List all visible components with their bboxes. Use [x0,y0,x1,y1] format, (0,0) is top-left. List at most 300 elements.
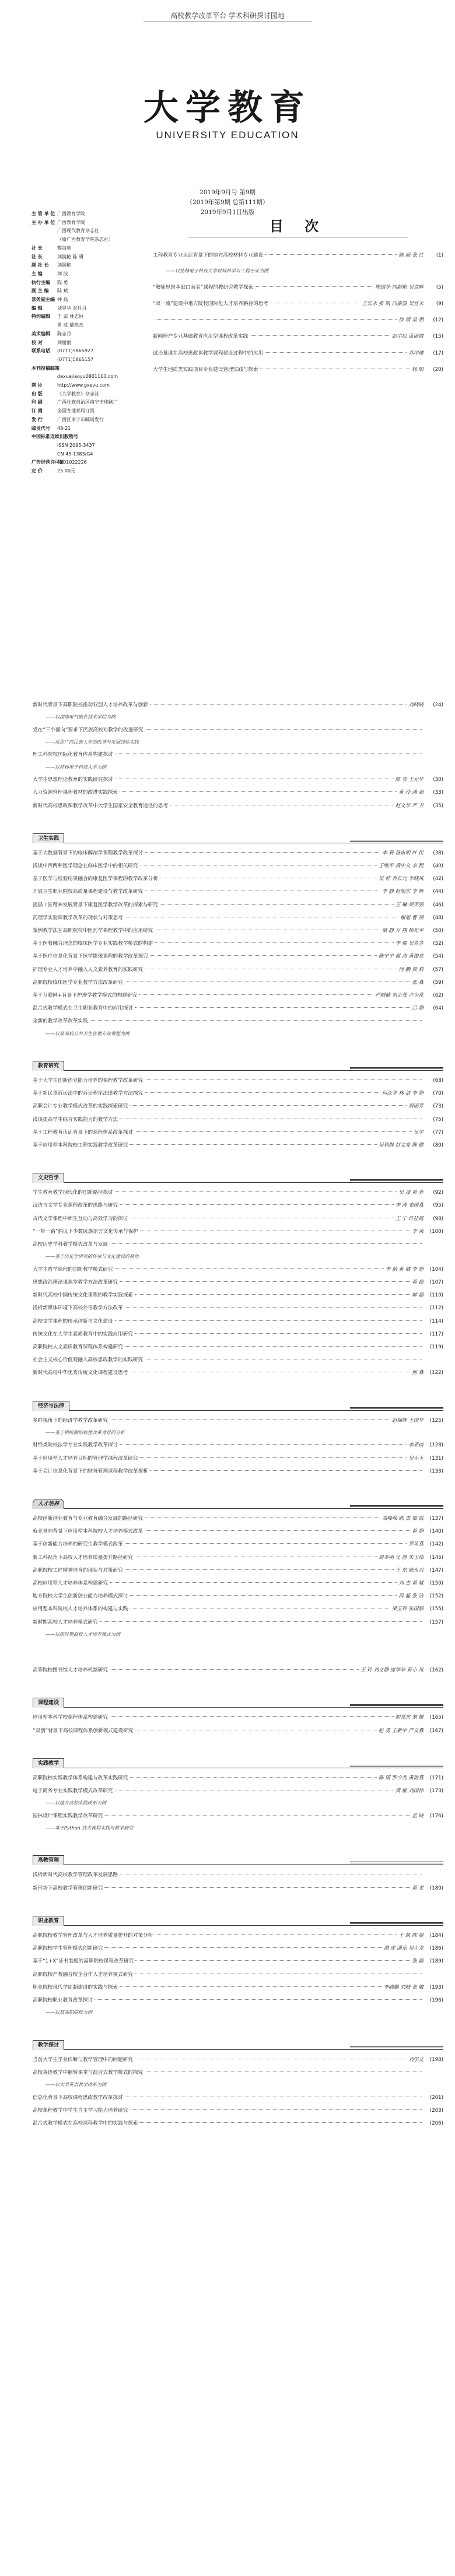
article-authors: 黄 雯 [412,1885,424,1891]
page-number: (119) [429,1344,443,1351]
page-number: (155) [429,1606,443,1613]
page-number: (186) [429,1946,443,1952]
leader-dots [155,1934,397,1935]
leader-dots [130,1595,397,1596]
spacer [153,358,443,366]
masthead-value: 广西教育学院 [57,219,85,225]
article-authors: 李 静 赵旭东 李 辉 [382,889,424,895]
article-title: 高职院校教学管理改革与人才培养质量提升的对策分析 [33,1932,153,1939]
section-banner [33,1401,443,1411]
section-banner [33,1173,443,1183]
page-number: (140) [429,1529,443,1535]
toc-section [33,1499,443,1653]
leader-dots [135,1333,422,1334]
spacer [33,2089,443,2094]
article-entry[interactable] [33,875,443,883]
article-subtitle: ——以桂林电子科技大学为例 [46,764,106,770]
article-entry[interactable] [33,1467,443,1475]
article-entry[interactable] [33,1356,443,1364]
page-number: (125) [429,1417,443,1424]
spacer [33,1674,443,1679]
leader-dots [130,1105,407,1106]
article-title: 新时期高校人才培养模式研究 [33,1619,98,1625]
masthead-key [32,236,57,244]
section-banner [33,833,443,843]
article-authors: 王 琳 梁英强 [395,902,424,908]
article-entry[interactable] [33,1116,443,1124]
masthead-row [32,390,142,399]
article-title: 园林设计课程实践教学改革研究 [33,1813,103,1819]
article-entry[interactable] [33,1441,443,1449]
article-title: 高校文学课程的传承创新与文化建设 [33,1318,113,1324]
article-title: 应用型本科学校课程体系构建研究 [33,1715,108,1721]
article-entry[interactable] [33,849,443,857]
page-number: (196) [429,1997,443,2003]
page-number: (152) [429,1593,443,1600]
article-entry[interactable] [33,1278,443,1287]
masthead-value: 刘润艳 [57,262,71,268]
article-entry[interactable] [33,701,443,709]
article-authors: 李 荣 [412,1228,424,1235]
spacer [33,1979,443,1983]
masthead-key [32,321,57,330]
article-entry[interactable] [33,1343,443,1351]
article-entry[interactable] [33,1240,443,1249]
article-entry[interactable] [33,1369,443,1377]
article-entry[interactable] [33,966,443,974]
spacer [33,883,443,888]
article-entry[interactable] [153,366,443,374]
article-title: 高职院校学生管理模式创新研究 [33,1946,103,1952]
article-entry[interactable] [33,2069,443,2077]
article-entry[interactable] [33,1189,443,1197]
article-title: 基于工程教育认证背景下的课程体系改革探讨 [33,1129,133,1135]
masthead-value: 48-21 [57,425,71,431]
article-title: 全新的教学改革改革实践 [33,1018,88,1025]
article-authors: 梁玉玲 张国强 [391,1606,424,1613]
leader-dots [139,2122,422,2123]
article-title: 高校应用型人才培养体系构建研究 [33,1580,108,1586]
leader-dots [135,1131,412,1132]
page-number: (157) [429,1619,443,1625]
leader-dots [145,1092,380,1093]
leader-dots [150,704,407,705]
masthead-row [32,210,142,219]
leader-dots [139,994,373,995]
article-authors: 刘学文 [408,2056,424,2063]
article-title: 古代文学课程中师生互动与高效学习的探讨 [33,1215,128,1222]
masthead-key: 联系电话 [32,348,50,354]
spacer [33,1653,443,1666]
masthead-key: 校 对 [32,339,43,345]
article-entry[interactable] [33,927,443,935]
masthead-key: 发 行 [32,416,43,422]
banner-rule [350,840,443,842]
leader-dots [110,1716,394,1717]
article-entry[interactable] [33,802,443,810]
masthead-value [57,433,142,441]
spacer [33,1026,443,1031]
article-entry[interactable] [33,1417,443,1425]
article-entry[interactable] [33,1871,443,1879]
article-entry[interactable] [153,332,443,341]
article-entry[interactable] [33,979,443,987]
leader-dots [255,286,373,287]
article-entry[interactable] [33,888,443,896]
banner-rule [350,1505,443,1507]
page-number: (100) [429,1228,443,1235]
article-entry[interactable] [33,1787,443,1795]
article-authors: 王 玲 刘文静 庞华华 黄小 凤 [360,1667,424,1674]
spacer [153,260,443,268]
banner-rule [350,1179,443,1181]
article-title: 理工科院校国际化教育体系构建探讨 [33,752,113,758]
article-authors: 陈国华 向超艳 吴首辉 [375,284,424,290]
spacer [33,1326,443,1330]
article-entry[interactable] [153,300,443,308]
masthead-key: 编 辑 [32,305,43,311]
page-number: (24) [433,702,443,708]
masthead-key: 美术编辑 [32,331,50,337]
spacer [33,1832,443,1837]
article-authors: 严晓楠 刘正茂 卢少花 [375,992,424,998]
spacer [33,1795,443,1800]
article-entry[interactable] [33,1089,443,1098]
article-entry[interactable] [33,1996,443,2004]
article-title: 高校英语教学中翻转课堂与混合式教学模式的探究 [33,2069,144,2076]
article-entry[interactable] [33,1004,443,1012]
banner-rule [350,1765,443,1767]
article-authors: 徐 靖 吴 湘 [398,317,424,324]
spacer [33,1249,443,1253]
article-entry[interactable] [33,862,443,870]
article-entry[interactable] [33,788,443,797]
leader-dots [265,254,397,255]
article-title: 当前大学生学业诊断与教学管理中的问题研究 [33,2056,133,2063]
banner-rule [350,1407,443,1409]
page-number: (104) [429,1266,443,1273]
spacer [33,1378,443,1382]
article-authors: 孟 晓 [412,1813,424,1819]
leader-dots [145,729,422,730]
article-entry[interactable] [33,1566,443,1575]
article-entry[interactable] [33,1515,443,1523]
article-authors: 谢旭 曹 瑛 [400,914,424,921]
article-authors: 王宏永 张 凯 向嘉骏 吴宜永 [362,300,424,307]
masthead-value: ISSN 2095-3437 [57,442,95,448]
toc-intro-list [153,251,443,382]
article-entry[interactable] [33,1932,443,1940]
article-entry[interactable] [33,2119,443,2128]
leader-dots [145,1517,380,1518]
article-entry[interactable] [33,1077,443,1085]
spacer [33,688,443,701]
page-number: (173) [429,1788,443,1795]
logo-chinese: 大学教育 [144,87,312,128]
masthead-value: 25.00元 [57,468,75,474]
article-entry[interactable] [153,349,443,358]
section-banner [33,1916,443,1926]
page-number: (167) [429,1727,443,1734]
leader-dots [160,904,394,905]
article-entry[interactable] [33,991,443,1000]
article-entry[interactable] [33,1605,443,1613]
section-heading: 文史哲学 [33,1173,64,1183]
article-entry[interactable] [33,940,443,948]
leader-dots [150,1470,422,1471]
spacer [33,1111,443,1116]
page-number: (50) [433,927,443,934]
leader-dots [120,1204,393,1205]
section-banner [33,1855,443,1865]
article-authors: 苏坪球 [408,350,424,356]
leader-dots [115,1268,384,1269]
article-entry[interactable] [33,1884,443,1892]
article-entry[interactable] [153,283,443,292]
section-heading: 课程建设 [33,1698,64,1708]
article-entry[interactable] [33,1228,443,1236]
leader-dots [250,335,390,336]
masthead-row [32,416,142,425]
article-entry[interactable] [33,1774,443,1782]
article-entry[interactable] [33,1102,443,1110]
spacer [33,1740,443,1750]
spacer [33,1042,443,1053]
article-authors: 谭 虎 潘乐 吴小龙 [383,1946,424,1952]
spacer [33,1782,443,1787]
spacer [33,974,443,979]
page-number: (75) [433,1116,443,1123]
article-entry[interactable] [33,952,443,961]
spacer [33,2115,443,2119]
spacer [33,1313,443,1317]
page-number: (122) [429,1370,443,1376]
masthead-key: 副 主 编 [32,288,49,294]
page-number: (57) [433,966,443,973]
spacer [153,275,443,283]
article-entry[interactable] [33,914,443,922]
article-title: 浅析新时代高校教学管理改革发展思路 [33,1872,118,1878]
masthead-value: 黄 蓝 戴艳杰 [57,323,84,328]
article-title: 社会主义核心价值观融入高校思政教学的实践研究 [33,1357,144,1364]
article-entry[interactable] [33,1291,443,1299]
masthead-key: 本刊投稿邮箱 [32,365,60,371]
spacer [33,1154,443,1165]
article-authors: 何 燕 [412,1370,424,1376]
page-number: (180) [429,1885,443,1891]
article-title: 提倡工匠精神发展背景下康复医学教学改革的探索与研究 [33,902,158,908]
article-entry[interactable] [33,1317,443,1326]
article-entry[interactable] [33,2094,443,2102]
article-entry[interactable] [33,1527,443,1536]
masthead-row [32,321,142,330]
spacer [33,1820,443,1825]
leader-dots [110,1243,422,1244]
spacer [33,2128,443,2132]
page-number: (165) [429,1715,443,1721]
article-entry[interactable] [33,1957,443,1965]
article-entry[interactable] [33,901,443,909]
article-entry[interactable] [33,1540,443,1548]
page-number: (15) [433,334,443,340]
article-authors: 王继平 黄中文 李 程 [379,863,424,869]
spacer [33,1643,443,1653]
spacer [33,1679,443,1690]
spacer [33,1436,443,1441]
page-number: (62) [433,992,443,998]
article-entry[interactable] [33,1579,443,1587]
article-entry[interactable] [33,1266,443,1274]
article-subtitle: ——以地方高校实践改革为例 [46,1800,106,1806]
page-number: (193) [429,1984,443,1990]
spacer [33,1124,443,1128]
article-entry[interactable] [33,1330,443,1338]
page-number: (42) [433,876,443,882]
article-title: 传统文化在大学生素质教育中的实践应用研究 [33,1331,133,1337]
article-authors: 陈 雨 罗少兆 黄海燕 [379,1775,424,1781]
page-number: (30) [433,777,443,783]
spacer [33,1012,443,1017]
issue-line: 2019年9月1日出版 [200,209,255,216]
page-number: (12) [433,317,443,324]
leader-dots [115,1191,397,1192]
banner-rule [350,1922,443,1924]
article-entry[interactable] [33,1618,443,1627]
toc-section [33,1916,443,2032]
article-entry[interactable] [33,776,443,784]
leader-dots [130,1777,377,1778]
article-authors: 李亚南 [408,1442,424,1449]
article-title: 新时代高校中国传统文化课程的教学实践探索 [33,1292,133,1299]
article-entry[interactable] [33,1128,443,1137]
masthead-row [32,458,142,467]
article-title: 高校创新创业教育与专业教育融合发展的路径研究 [33,1515,144,1522]
masthead-row [32,253,142,262]
article-entry[interactable] [33,1971,443,1979]
article-entry[interactable] [153,316,443,324]
section-banner [33,1758,443,1768]
spacer [33,1523,443,1527]
masthead-key: 主 办 单 位 [32,219,55,225]
spacer [33,2004,443,2009]
spacer [33,746,443,751]
leader-dots [110,1669,359,1670]
masthead-value: (0771)5865927 [57,348,94,354]
spacer [33,1480,443,1491]
article-title: 高职院校工匠精神培育的现状与对策研究 [33,1567,123,1573]
article-title: 基于应用型本科院校工程实践教学改革研究 [33,1142,128,1149]
article-entry[interactable] [33,1713,443,1722]
masthead-row [32,450,142,459]
spacer [33,1364,443,1369]
article-entry[interactable] [33,1304,443,1312]
masthead-key [32,227,57,236]
masthead-value: 黎海英 [57,245,71,251]
article-entry[interactable] [33,1944,443,1953]
article-entry[interactable] [33,1666,443,1674]
page-number: (64) [433,1005,443,1012]
masthead-row [32,287,142,296]
masthead-row [32,330,142,339]
leader-dots [94,1999,422,2000]
article-entry[interactable] [33,1592,443,1600]
leader-dots [110,1582,397,1583]
article-entry[interactable] [33,1141,443,1149]
article-entry[interactable] [33,1812,443,1820]
article-entry[interactable] [33,726,443,734]
toc-title: 目 次 [188,216,408,237]
article-subtitle: ——以大学英语教学改革为例 [46,2082,106,2088]
article-entry[interactable] [33,1017,443,1025]
spacer [153,374,443,382]
page-number: (1) [436,253,443,258]
masthead-row [32,279,142,288]
article-entry[interactable] [33,751,443,759]
article-title: 案例教学法在高职院校中医药学课程教学中的应用研究 [33,927,153,934]
masthead-row [32,373,142,381]
spacer [33,810,443,815]
article-authors: 李 莉 汤东明 叶 民 [382,850,424,856]
spacer [33,1463,443,1467]
article-entry[interactable] [33,1455,443,1463]
article-entry[interactable] [33,1983,443,1992]
article-title: 浅谈中西两种医学理念在临床医学中的相关研究 [33,863,138,869]
page-number: (147) [429,1567,443,1573]
article-entry[interactable] [153,251,443,260]
section-heading: 实践教学 [33,1758,64,1768]
leader-dots [135,1007,410,1008]
spacer [33,1627,443,1631]
article-authors: 吴利群 赵文亮 陈 健 [379,1142,424,1149]
spacer [33,922,443,927]
article-authors: 罗凤燕 [408,1541,424,1548]
page-number: (114) [429,1318,443,1324]
toc-section [33,1855,443,1907]
leader-dots [125,1346,422,1347]
article-entry[interactable] [33,1727,443,1735]
masthead-value: 刘昊华 张丹丹 [57,305,87,311]
toc-section [33,833,443,1053]
article-title: 信息化背景下高校课程思政教学改革探讨 [33,2094,123,2101]
masthead-key: 中国标准连续出版物号 [32,434,78,440]
page-number: (52) [433,941,443,947]
article-entry[interactable] [33,2056,443,2064]
masthead-row [32,433,142,441]
spacer [33,935,443,940]
article-authors: 王 凯 陈 晨 [398,1932,424,1939]
spacer [33,1600,443,1605]
masthead-key: 广告经营许可证 [32,460,64,465]
leader-dots [125,1307,422,1308]
leader-dots [115,753,422,754]
article-entry[interactable] [33,2107,443,2115]
spacer [33,1536,443,1540]
article-title: “双一流”建设中地方院校国际化人才培养路径的思考 [153,300,268,307]
article-authors: 陈 雪 王元华 [395,777,424,783]
article-entry[interactable] [33,1215,443,1223]
article-entry[interactable] [33,1201,443,1210]
article-authors: 陈 颖 张 红 [398,253,424,258]
page-number: (92) [433,1190,443,1196]
masthead-key: 订 阅 [32,408,43,414]
article-authors: 高峰嵘 陈 杰 梁 凯 [382,1515,424,1522]
article-entry[interactable] [33,1554,443,1562]
masthead-key [32,450,57,459]
issue-line: 2019年9月号 第9期 [200,189,256,196]
spacer [33,1338,443,1343]
spacer [33,1587,443,1592]
spacer [33,1382,443,1393]
